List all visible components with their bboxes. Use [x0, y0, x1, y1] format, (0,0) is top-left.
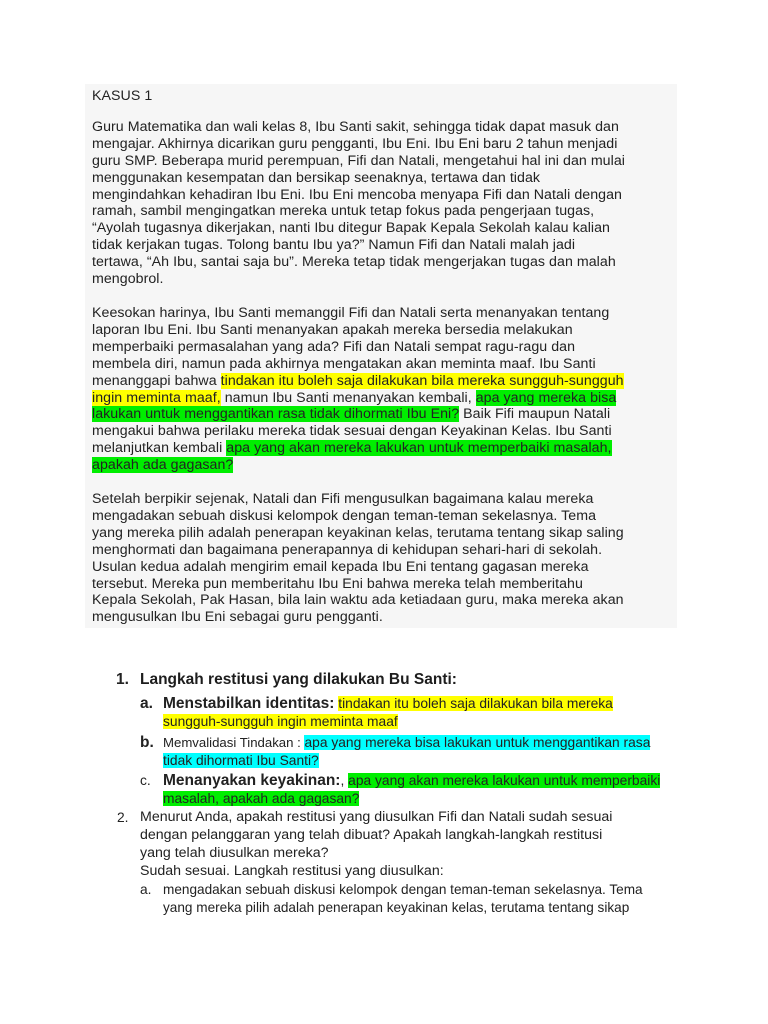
- text-line: [92, 373, 672, 390]
- text-segment: Baik Fifi maupun Natali: [459, 406, 611, 423]
- highlight-green: apakah ada gagasan?: [92, 457, 234, 474]
- highlight-green: apa yang mereka bisa: [475, 389, 617, 406]
- case-title: KASUS 1: [92, 88, 153, 104]
- q2-a-line: mengadakan sebuah diskusi kelompok dengan teman-teman sekelasnya. Tema: [163, 882, 643, 897]
- text-segment: namun Ibu Santi menanyakan kembali,: [220, 389, 476, 406]
- highlight-green: apa yang akan mereka lakukan untuk memperbaiki: [348, 773, 661, 788]
- text-line: [92, 440, 672, 457]
- text-line: membela diri, namun pada akhirnya mengatakan akan meminta maaf. Ibu Santi: [92, 355, 596, 372]
- q1-a-marker: a.: [140, 695, 153, 712]
- text-line: mengindahkan kehadiran Ibu Eni. Ibu Eni mencoba menyapa Fifi dan Natali dengan: [92, 186, 622, 203]
- text-line: Keesokan harinya, Ibu Santi memanggil Fifi dan Natali serta menanyakan tentang: [92, 304, 610, 321]
- text-line: mengobrol.: [92, 271, 164, 288]
- highlight-yellow: ingin meminta maaf,: [92, 389, 221, 406]
- text-line: mengakui bahwa perilaku mereka tidak sesuai dengan Keyakinan Kelas. Ibu Santi: [92, 423, 612, 440]
- case-paragraph-2: [92, 305, 672, 474]
- q2-line: yang telah diusulkan mereka?: [140, 845, 329, 861]
- q1-c-line2: [163, 790, 359, 808]
- q1-b-line1: [163, 734, 650, 752]
- highlight-green: masalah, apakah ada gagasan?: [163, 791, 360, 806]
- q1-heading: Langkah restitusi yang dilakukan Bu Santi:: [140, 671, 457, 688]
- q2-line: dengan pelanggaran yang telah dibuat? Apakah langkah-langkah restitusi: [140, 827, 603, 843]
- q2-answer: Sudah sesuai. Langkah restitusi yang diusulkan:: [140, 863, 444, 879]
- text-segment: melanjutkan kembali: [92, 440, 227, 457]
- highlight-green: lakukan untuk menggantikan rasa tidak dihormati Ibu Eni?: [92, 406, 460, 423]
- highlight-yellow: tindakan itu boleh saja dilakukan bila mereka sungguh-sungguh: [220, 372, 624, 389]
- text-line: Setelah berpikir sejenak, Natali dan Fifi mengusulkan bagaimana kalau mereka: [92, 491, 594, 508]
- text-line: [92, 390, 672, 407]
- q1-c-marker: c.: [140, 773, 151, 788]
- case-paragraph-3: [92, 491, 672, 626]
- highlight-cyan: tidak dihormati Ibu Santi?: [163, 753, 319, 768]
- text-line: menggunakan kesempatan dan bersikap seenaknya, tertawa dan tidak: [92, 169, 541, 186]
- case-section: [92, 88, 672, 626]
- text-line: [92, 457, 672, 474]
- q1-b-marker: b.: [140, 734, 154, 751]
- text-line: mengusulkan Ibu Eni sebagai guru pengganti.: [92, 609, 383, 626]
- q2-a-marker: a.: [140, 882, 152, 897]
- case-paragraph-1: [92, 119, 672, 288]
- q1-a-line1: [163, 695, 613, 713]
- q1-a-line2: [163, 713, 398, 731]
- text-line: yang mereka pilih adalah penerapan keyakinan kelas, terutama tentang sikap saling: [92, 524, 624, 541]
- text-segment: ,: [340, 773, 349, 788]
- text-line: Guru Matematika dan wali kelas 8, Ibu Santi sakit, sehingga tidak dapat masuk dan: [92, 118, 619, 135]
- q1-b-line2: [163, 752, 319, 770]
- q1-a-label: Menstabilkan identitas:: [163, 695, 335, 712]
- text-line: “Ayolah tugasnya dikerjakan, nanti Ibu ditegur Bapak Kepala Sekolah kalau kalian: [92, 220, 610, 237]
- highlight-cyan: apa yang mereka bisa lakukan untuk menggantikan rasa: [304, 735, 651, 750]
- q1-b-label: Memvalidasi Tindakan :: [163, 735, 305, 750]
- text-segment: menanggapi bahwa: [92, 372, 221, 389]
- q1-c-label: Menanyakan keyakinan:: [163, 772, 341, 789]
- text-line: tersebut. Mereka pun memberitahu Ibu Eni bahwa mereka telah memberitahu: [92, 575, 583, 592]
- q2-number: 2.: [117, 810, 129, 825]
- text-line: laporan Ibu Eni. Ibu Santi menanyakan apakah mereka bersedia melakukan: [92, 321, 573, 338]
- text-line: Usulan kedua adalah mengirim email kepada Ibu Eni tentang gagasan mereka: [92, 558, 589, 575]
- q2-line: Menurut Anda, apakah restitusi yang diusulkan Fifi dan Natali sudah sesuai: [140, 809, 613, 825]
- text-line: memperbaiki permasalahan yang ada? Fifi dan Natali sempat ragu-ragu dan: [92, 338, 576, 355]
- text-line: mengajar. Akhirnya dicarikan guru pengganti, Ibu Eni. Ibu Eni baru 2 tahun menjadi: [92, 135, 618, 152]
- text-line: mengadakan sebuah diskusi kelompok dengan teman-teman sekelasnya. Tema: [92, 507, 597, 524]
- text-line: [92, 406, 672, 423]
- highlight-yellow: tindakan itu boleh saja dilakukan bila mereka: [338, 696, 613, 711]
- text-line: tidak kerjakan tugas. Tolong bantu Ibu ya?” Namun Fifi dan Natali malah jadi: [92, 237, 576, 254]
- q2-a-line: yang mereka pilih adalah penerapan keyakinan kelas, terutama tentang sikap: [163, 900, 630, 915]
- text-line: guru SMP. Beberapa murid perempuan, Fifi dan Natali, mengetahui hal ini dan mulai: [92, 152, 625, 169]
- text-line: menghormati dan bagaimana penerapannya di kehidupan sehari-hari di sekolah.: [92, 541, 603, 558]
- text-line: ramah, sambil mengingatkan mereka untuk tetap fokus pada pengerjaan tugas,: [92, 203, 595, 220]
- text-line: tertawa, “Ah Ibu, santai saja bu”. Mereka tetap tidak mengerjakan tugas dan malah: [92, 254, 616, 271]
- highlight-green: apa yang akan mereka lakukan untuk memperbaiki masalah,: [226, 440, 612, 457]
- highlight-yellow: sungguh-sungguh ingin meminta maaf: [163, 714, 398, 729]
- q1-c-line1: [163, 772, 660, 790]
- q1-number: 1.: [116, 671, 129, 688]
- text-line: Kepala Sekolah, Pak Hasan, bila lain waktu ada ketiadaan guru, maka mereka akan: [92, 592, 624, 609]
